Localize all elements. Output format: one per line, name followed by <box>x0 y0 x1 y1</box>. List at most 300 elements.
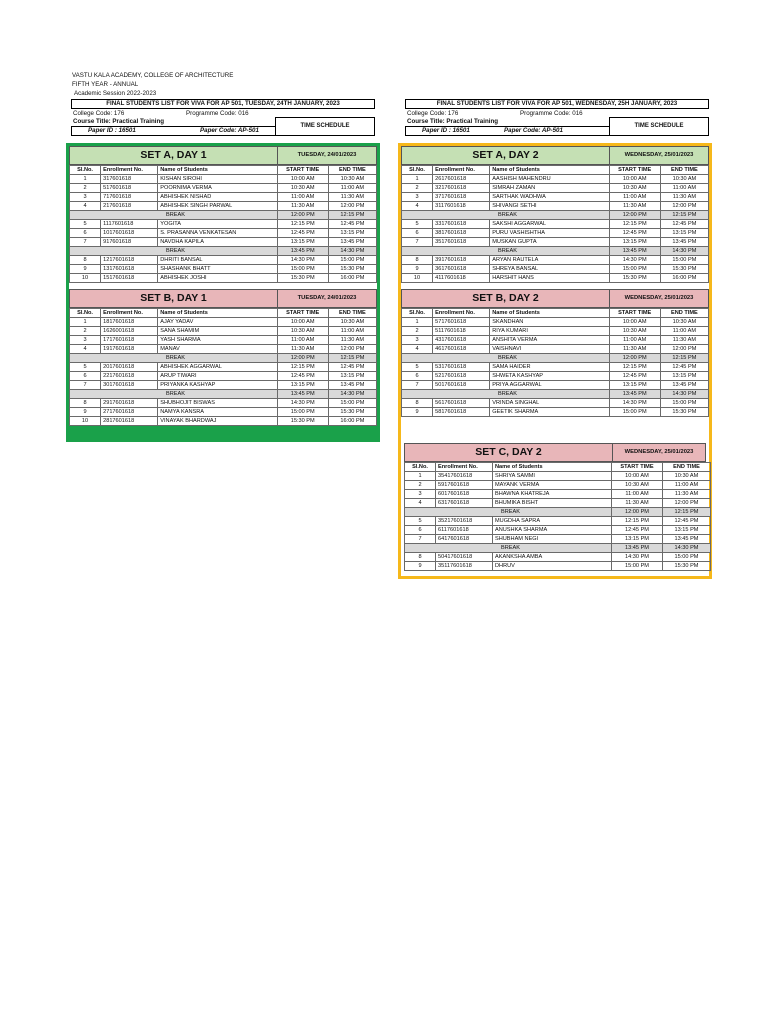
enrollment-no: 2917601618 <box>101 399 158 408</box>
break-label: BREAK <box>402 390 610 399</box>
break-label: BREAK <box>405 508 612 517</box>
table-row <box>70 318 377 327</box>
paper-id: Paper ID : 16501 <box>88 127 136 134</box>
enrollment-no: 3717601618 <box>433 193 490 202</box>
column-header: Name of Students <box>158 166 277 175</box>
student-name: ABHISHEK NISHAD <box>158 193 277 202</box>
break-label: BREAK <box>402 247 610 256</box>
set-b-day1 <box>69 289 377 426</box>
end-time: 10:30 AM <box>660 175 708 184</box>
paper-code: Paper Code: AP-501 <box>504 127 563 134</box>
serial-no: 7 <box>402 238 433 247</box>
serial-no: 2 <box>405 481 436 490</box>
end-time: 16:00 PM <box>328 417 376 426</box>
day2-column <box>405 99 709 135</box>
end-time: 12:15 PM <box>663 508 711 517</box>
column-header: END TIME <box>328 166 376 175</box>
start-time: 11:30 AM <box>277 202 328 211</box>
column-header: Name of Students <box>493 463 612 472</box>
table-row <box>70 202 377 211</box>
end-time: 15:00 PM <box>660 399 708 408</box>
serial-no: 4 <box>402 345 433 354</box>
table-row <box>402 265 709 274</box>
serial-no: 7 <box>405 535 436 544</box>
enrollment-no: 1717601618 <box>101 336 158 345</box>
table-header-row <box>405 463 711 472</box>
table-header-row <box>70 309 377 318</box>
start-time: 13:45 PM <box>277 247 328 256</box>
break-label: BREAK <box>70 247 278 256</box>
set-header <box>69 289 377 308</box>
end-time: 11:30 AM <box>660 336 708 345</box>
column-header: END TIME <box>663 463 711 472</box>
enrollment-no: 4617601618 <box>433 345 490 354</box>
table-row <box>405 535 711 544</box>
enrollment-no: 917601618 <box>101 238 158 247</box>
start-time: 13:15 PM <box>612 535 663 544</box>
start-time: 12:45 PM <box>612 526 663 535</box>
enrollment-no: 6017601618 <box>436 490 493 499</box>
serial-no: 8 <box>402 256 433 265</box>
break-label: BREAK <box>70 390 278 399</box>
end-time: 11:30 AM <box>663 490 711 499</box>
start-time: 11:30 AM <box>612 499 663 508</box>
start-time: 13:15 PM <box>277 238 328 247</box>
end-time: 15:00 PM <box>328 256 376 265</box>
table-row <box>402 363 709 372</box>
serial-no: 4 <box>402 202 433 211</box>
enrollment-no: 4317601618 <box>433 336 490 345</box>
set-a-day1 <box>69 146 377 283</box>
start-time: 15:00 PM <box>609 265 660 274</box>
table-row <box>70 184 377 193</box>
column-header: END TIME <box>660 166 708 175</box>
start-time: 12:00 PM <box>277 211 328 220</box>
student-name: MANAV <box>158 345 277 354</box>
start-time: 12:15 PM <box>609 363 660 372</box>
set-table <box>401 165 709 283</box>
day1-title: FINAL STUDENTS LIST FOR VIVA FOR AP 501, TUESDAY, 24TH JANUARY, 2023 <box>71 99 375 109</box>
student-name: POORNIMA VERMA <box>158 184 277 193</box>
end-time: 16:00 PM <box>660 274 708 283</box>
enrollment-no: 1317601618 <box>101 265 158 274</box>
end-time: 10:30 AM <box>663 472 711 481</box>
start-time: 10:00 AM <box>612 472 663 481</box>
table-row <box>402 318 709 327</box>
enrollment-no: 3917601618 <box>433 256 490 265</box>
start-time: 12:45 PM <box>609 372 660 381</box>
start-time: 10:00 AM <box>609 318 660 327</box>
table-row <box>70 327 377 336</box>
student-name: PRIYANKA KASHYAP <box>158 381 277 390</box>
student-name: ARUP TIWARI <box>158 372 277 381</box>
enrollment-no: 4117601618 <box>433 274 490 283</box>
end-time: 15:30 PM <box>328 408 376 417</box>
table-row <box>402 184 709 193</box>
serial-no: 5 <box>402 220 433 229</box>
end-time: 12:45 PM <box>328 220 376 229</box>
start-time: 12:00 PM <box>609 211 660 220</box>
column-header: Enrollment No. <box>436 463 493 472</box>
start-time: 10:30 AM <box>277 327 328 336</box>
column-header: END TIME <box>660 309 708 318</box>
student-name: MUGDHA SAPRA <box>493 517 612 526</box>
end-time: 15:30 PM <box>328 265 376 274</box>
start-time: 15:00 PM <box>612 562 663 571</box>
enrollment-no: 2217601618 <box>101 372 158 381</box>
student-name: ABHISHEK AGGARWAL <box>158 363 277 372</box>
end-time: 10:30 AM <box>660 318 708 327</box>
serial-no: 4 <box>70 345 101 354</box>
break-label: BREAK <box>405 544 612 553</box>
set-date: TUESDAY, 24/01/2023 <box>297 152 357 158</box>
start-time: 14:30 PM <box>612 553 663 562</box>
end-time: 15:00 PM <box>660 256 708 265</box>
table-row <box>402 229 709 238</box>
serial-no: 5 <box>402 363 433 372</box>
paper-row <box>71 126 276 136</box>
enrollment-no: 3517601618 <box>433 238 490 247</box>
student-name: SHASHANK BHATT <box>158 265 277 274</box>
table-row <box>402 193 709 202</box>
serial-no: 2 <box>402 184 433 193</box>
student-name: SAKSHI AGGARWAL <box>490 220 609 229</box>
start-time: 13:45 PM <box>612 544 663 553</box>
start-time: 13:45 PM <box>277 390 328 399</box>
start-time: 15:30 PM <box>609 274 660 283</box>
paper-code: Paper Code: AP-501 <box>200 127 259 134</box>
student-name: AJAY YADAV <box>158 318 277 327</box>
enrollment-no: 5317601618 <box>433 363 490 372</box>
student-name: DHRITI BANSAL <box>158 256 277 265</box>
start-time: 15:00 PM <box>277 408 328 417</box>
set-date: WEDNESDAY, 25/01/2023 <box>624 152 694 158</box>
end-time: 14:30 PM <box>663 544 711 553</box>
enrollment-no: 1017601618 <box>101 229 158 238</box>
enrollment-no: 5117601618 <box>433 327 490 336</box>
start-time: 10:30 AM <box>609 327 660 336</box>
table-row <box>70 399 377 408</box>
serial-no: 3 <box>402 336 433 345</box>
column-header: Name of Students <box>490 309 609 318</box>
student-name: SHUBHOJIT BISWAS <box>158 399 277 408</box>
start-time: 10:30 AM <box>277 184 328 193</box>
table-row <box>402 202 709 211</box>
serial-no: 6 <box>402 229 433 238</box>
student-name: SAMA HAIDER <box>490 363 609 372</box>
start-time: 11:00 AM <box>277 193 328 202</box>
end-time: 13:45 PM <box>663 535 711 544</box>
column-header: Enrollment No. <box>433 309 490 318</box>
start-time: 11:30 AM <box>609 345 660 354</box>
student-name: SHRIYA SAMMI <box>493 472 612 481</box>
table-row <box>402 336 709 345</box>
enrollment-no: 3117601618 <box>433 202 490 211</box>
serial-no: 1 <box>402 318 433 327</box>
table-row <box>402 381 709 390</box>
start-time: 12:45 PM <box>609 229 660 238</box>
serial-no: 7 <box>70 381 101 390</box>
end-time: 12:00 PM <box>328 345 376 354</box>
course-title: Course Title: Practical Training <box>407 118 499 125</box>
set-title: SET C, DAY 2 <box>405 444 613 461</box>
table-header-row <box>402 166 709 175</box>
enrollment-no: 3017601618 <box>101 381 158 390</box>
enrollment-no: 6417601618 <box>436 535 493 544</box>
table-row <box>70 408 377 417</box>
start-time: 15:00 PM <box>277 265 328 274</box>
enrollment-no: 35117601618 <box>436 562 493 571</box>
table-row <box>405 490 711 499</box>
break-row <box>402 247 709 256</box>
start-time: 10:00 AM <box>277 175 328 184</box>
table-row <box>402 175 709 184</box>
break-row <box>405 508 711 517</box>
start-time: 12:15 PM <box>277 363 328 372</box>
student-name: AKANKSHA AMBA <box>493 553 612 562</box>
serial-no: 1 <box>70 318 101 327</box>
serial-no: 9 <box>402 265 433 274</box>
end-time: 13:45 PM <box>660 238 708 247</box>
break-label: BREAK <box>402 211 610 220</box>
serial-no: 6 <box>70 372 101 381</box>
enrollment-no: 1817601618 <box>101 318 158 327</box>
start-time: 12:45 PM <box>277 229 328 238</box>
student-name: BHAWNA KHATREJA <box>493 490 612 499</box>
table-row <box>70 256 377 265</box>
time-schedule-label: TIME SCHEDULE <box>609 117 709 136</box>
end-time: 12:15 PM <box>660 211 708 220</box>
enrollment-no: 317601618 <box>101 175 158 184</box>
start-time: 14:30 PM <box>609 399 660 408</box>
student-name: GEETIK SHARMA <box>490 408 609 417</box>
institute-name: VASTU KALA ACADEMY, COLLEGE OF ARCHITECTURE <box>72 72 234 79</box>
column-header: START TIME <box>609 309 660 318</box>
end-time: 12:15 PM <box>328 211 376 220</box>
set-title: SET A, DAY 2 <box>402 147 610 164</box>
set-table <box>69 308 377 426</box>
set-date: TUESDAY, 24/01/2023 <box>297 295 357 301</box>
end-time: 10:30 AM <box>328 318 376 327</box>
end-time: 12:45 PM <box>663 517 711 526</box>
enrollment-no: 5917601618 <box>436 481 493 490</box>
column-header: Name of Students <box>490 166 609 175</box>
student-name: PRIYA AGGARWAL <box>490 381 609 390</box>
serial-no: 6 <box>402 372 433 381</box>
table-header-row <box>402 309 709 318</box>
paper-id: Paper ID : 16501 <box>422 127 470 134</box>
serial-no: 3 <box>405 490 436 499</box>
break-row <box>70 247 377 256</box>
time-schedule-label: TIME SCHEDULE <box>275 117 375 136</box>
day2-title: FINAL STUDENTS LIST FOR VIVA FOR AP 501, WEDNESDAY, 25H JANUARY, 2023 <box>405 99 709 109</box>
end-time: 14:30 PM <box>660 247 708 256</box>
enrollment-no: 3617601618 <box>433 265 490 274</box>
enrollment-no: 2717601618 <box>101 408 158 417</box>
break-row <box>70 211 377 220</box>
table-row <box>402 256 709 265</box>
student-name: ARYAN RAUTELA <box>490 256 609 265</box>
student-name: BHUMIKA BISHT <box>493 499 612 508</box>
serial-no: 10 <box>402 274 433 283</box>
table-row <box>70 363 377 372</box>
serial-no: 6 <box>70 229 101 238</box>
serial-no: 3 <box>402 193 433 202</box>
enrollment-no: 217601618 <box>101 202 158 211</box>
column-header: START TIME <box>609 166 660 175</box>
end-time: 14:30 PM <box>328 390 376 399</box>
student-name: YOGITA <box>158 220 277 229</box>
serial-no: 8 <box>70 399 101 408</box>
break-row <box>405 544 711 553</box>
start-time: 13:45 PM <box>609 390 660 399</box>
end-time: 12:45 PM <box>660 363 708 372</box>
start-time: 10:30 AM <box>612 481 663 490</box>
end-time: 12:15 PM <box>328 354 376 363</box>
break-row <box>402 354 709 363</box>
end-time: 13:15 PM <box>660 372 708 381</box>
start-time: 10:00 AM <box>609 175 660 184</box>
break-row <box>70 390 377 399</box>
end-time: 13:45 PM <box>328 238 376 247</box>
day2-panel <box>401 146 709 576</box>
table-row <box>402 345 709 354</box>
start-time: 11:30 AM <box>277 345 328 354</box>
programme-code: Programme Code: 016 <box>520 110 583 117</box>
serial-no: 8 <box>402 399 433 408</box>
table-row <box>405 472 711 481</box>
table-row <box>405 517 711 526</box>
serial-no: 8 <box>405 553 436 562</box>
end-time: 12:15 PM <box>660 354 708 363</box>
student-name: MAYANK VERMA <box>493 481 612 490</box>
end-time: 11:00 AM <box>660 327 708 336</box>
start-time: 15:30 PM <box>277 417 328 426</box>
start-time: 14:30 PM <box>277 256 328 265</box>
end-time: 11:30 AM <box>660 193 708 202</box>
enrollment-no: 5017601618 <box>433 381 490 390</box>
table-row <box>402 399 709 408</box>
break-label: BREAK <box>402 354 610 363</box>
student-name: SANA SHAMIM <box>158 327 277 336</box>
break-row <box>70 354 377 363</box>
start-time: 10:00 AM <box>277 318 328 327</box>
day2-info <box>405 109 709 135</box>
college-code: College Code: 176 <box>73 110 125 117</box>
enrollment-no: 3817601618 <box>433 229 490 238</box>
column-header: END TIME <box>328 309 376 318</box>
start-time: 11:00 AM <box>277 336 328 345</box>
student-name: ANSHITA VERMA <box>490 336 609 345</box>
student-name: AASHISH MAHENDRU <box>490 175 609 184</box>
serial-no: 2 <box>70 327 101 336</box>
table-row <box>70 238 377 247</box>
column-header: Enrollment No. <box>101 309 158 318</box>
table-row <box>70 265 377 274</box>
student-name: RIYA KUMARI <box>490 327 609 336</box>
end-time: 11:00 AM <box>663 481 711 490</box>
end-time: 12:00 PM <box>660 202 708 211</box>
serial-no: 7 <box>402 381 433 390</box>
student-name: SIMRAH ZAMAN <box>490 184 609 193</box>
serial-no: 9 <box>70 408 101 417</box>
table-row <box>402 220 709 229</box>
student-name: PURU VASHISHTHA <box>490 229 609 238</box>
enrollment-no: 3317601618 <box>433 220 490 229</box>
end-time: 12:00 PM <box>660 345 708 354</box>
table-row <box>70 274 377 283</box>
enrollment-no: 1517601618 <box>101 274 158 283</box>
day1-column <box>71 99 375 135</box>
table-row <box>405 526 711 535</box>
serial-no: 3 <box>70 193 101 202</box>
start-time: 10:30 AM <box>609 184 660 193</box>
start-time: 11:00 AM <box>612 490 663 499</box>
break-label: BREAK <box>70 354 278 363</box>
break-label: BREAK <box>70 211 278 220</box>
enrollment-no: 6117601618 <box>436 526 493 535</box>
table-row <box>70 381 377 390</box>
set-header <box>404 443 706 462</box>
start-time: 12:00 PM <box>612 508 663 517</box>
end-time: 15:30 PM <box>660 265 708 274</box>
day2-frame <box>398 143 712 579</box>
set-header <box>401 289 709 308</box>
table-row <box>70 417 377 426</box>
enrollment-no: 2017601618 <box>101 363 158 372</box>
student-name: VAISHNAVI <box>490 345 609 354</box>
college-code: College Code: 176 <box>407 110 459 117</box>
set-title: SET B, DAY 2 <box>402 290 610 307</box>
enrollment-no: 35217601618 <box>436 517 493 526</box>
enrollment-no: 517601618 <box>101 184 158 193</box>
column-header: START TIME <box>612 463 663 472</box>
end-time: 12:00 PM <box>328 202 376 211</box>
student-name: HARSHIT HANS <box>490 274 609 283</box>
set-b-day2 <box>401 289 709 417</box>
enrollment-no: 5717601618 <box>433 318 490 327</box>
column-header: Sl.No. <box>402 166 433 175</box>
end-time: 11:00 AM <box>660 184 708 193</box>
day1-info <box>71 109 375 135</box>
end-time: 13:15 PM <box>328 229 376 238</box>
column-header: Name of Students <box>158 309 277 318</box>
set-table <box>401 308 709 417</box>
student-name: SHWETA KASHYAP <box>490 372 609 381</box>
end-time: 12:00 PM <box>663 499 711 508</box>
start-time: 11:30 AM <box>609 202 660 211</box>
table-row <box>70 193 377 202</box>
serial-no: 8 <box>70 256 101 265</box>
student-name: ABHISHEK JOSHI <box>158 274 277 283</box>
year-label: FIFTH YEAR - ANNUAL <box>72 81 139 88</box>
table-row <box>402 408 709 417</box>
student-name: SARTHAK WADHWA <box>490 193 609 202</box>
end-time: 14:30 PM <box>328 247 376 256</box>
enrollment-no: 1117601618 <box>101 220 158 229</box>
enrollment-no: 5217601618 <box>433 372 490 381</box>
programme-code: Programme Code: 016 <box>186 110 249 117</box>
table-row <box>70 220 377 229</box>
enrollment-no: 6317601618 <box>436 499 493 508</box>
column-header: Sl.No. <box>70 166 101 175</box>
enrollment-no: 2617601618 <box>433 175 490 184</box>
table-row <box>405 481 711 490</box>
end-time: 15:30 PM <box>663 562 711 571</box>
serial-no: 10 <box>70 274 101 283</box>
table-row <box>70 175 377 184</box>
serial-no: 3 <box>70 336 101 345</box>
